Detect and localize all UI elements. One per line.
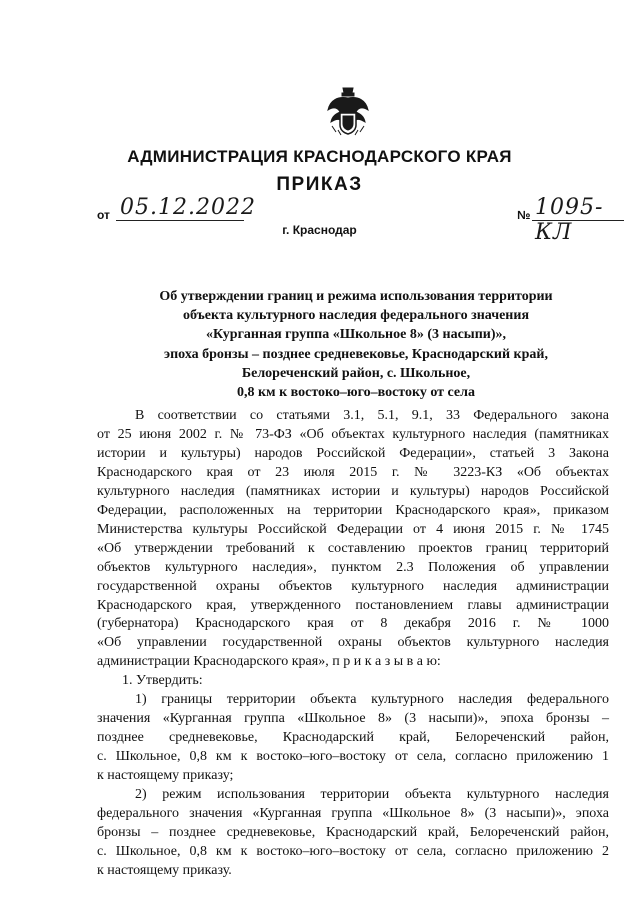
- title-line: Об утверждении границ и режима использования территории: [159, 289, 553, 304]
- body-line: с. Школьное, 0,8 км к востоко–юго–востоку от села, согласно приложению 1: [97, 749, 609, 765]
- body-line: Министерства культуры Российской Федерации от 4 июня 2015 г. № 1745: [97, 521, 609, 537]
- coat-of-arms-icon: [326, 86, 370, 138]
- title-line: «Курганная группа «Школьное 8» (3 насыпи)»,: [205, 327, 507, 343]
- body-line: к настоящему приказу.: [97, 862, 232, 878]
- body-line: объектов культурного наследия», пунктом 2.3 Положения об управлении: [97, 559, 609, 575]
- body-line: (губернатора) Краснодарского края от 8 декабря 2016 г. № 1000: [97, 616, 609, 632]
- body-line: Краснодарского края, утвержденного постановлением главы администрации: [97, 597, 609, 613]
- body-line: Краснодарского края от 23 июля 2015 г. № 3223-КЗ «Об объектах: [97, 464, 609, 480]
- number-underline: [532, 220, 624, 221]
- title-line: Белореченский район, с. Школьное,: [241, 365, 471, 381]
- body-line: с. Школьное, 0,8 км к востоко–юго–востоку от села, согласно приложению 2: [97, 843, 609, 859]
- date-underline: [116, 220, 244, 221]
- body-line: В соответствии со статьями 3.1, 5.1, 9.1, 33 Федерального закона: [135, 408, 609, 423]
- body-line: значения «Курганная группа «Школьное 8» (3 насыпи)», эпоха бронзы –: [97, 711, 609, 727]
- handwritten-date: 05.12.2022: [120, 195, 256, 220]
- body-line: «Об управлении государственной охраны объектов культурного наследия: [97, 635, 609, 651]
- body-line: 1) границы территории объекта культурного наследия федерального: [135, 692, 609, 708]
- body-line: государственной охраны объектов культурного наследия администрации: [97, 578, 609, 594]
- body-line: истории и культуры) народов Российской Федерации», статьей 3 Закона: [97, 445, 609, 461]
- document-type: ПРИКАЗ: [276, 174, 363, 195]
- body-line: администрации Краснодарского края», п р и к а з ы в а ю:: [97, 654, 441, 670]
- body-line: позднее средневековье, Краснодарский край, Белореченский район,: [97, 730, 609, 746]
- document-title: [96, 287, 616, 402]
- title-line: эпоха бронзы – позднее средневековье, Краснодарский край,: [164, 346, 548, 362]
- organization-name: АДМИНИСТРАЦИЯ КРАСНОДАРСКОГО КРАЯ: [127, 147, 512, 166]
- handwritten-number: 1095-КЛ: [535, 195, 604, 245]
- city: г. Краснодар: [282, 223, 357, 237]
- body-line: от 25 июня 2002 г. № 73-ФЗ «Об объектах культурного наследия (памятниках: [97, 426, 609, 442]
- body-line: федерального значения «Курганная группа «Школьное 8» (3 насыпи)», эпоха: [97, 806, 609, 822]
- title-line: объекта культурного наследия федерального значения: [182, 308, 530, 324]
- body-line: 2) режим использования территории объекта культурного наследия: [135, 787, 609, 803]
- body-line: Федерации, расположенных на территории Краснодарского края», приказом: [97, 502, 609, 518]
- body-line: 1. Утвердить:: [122, 673, 203, 689]
- document-body: [97, 407, 609, 881]
- body-line: к настоящему приказу;: [97, 768, 234, 784]
- number-label: №: [517, 208, 531, 222]
- title-line: 0,8 км к востоко–юго–востоку от села: [236, 385, 475, 401]
- body-line: «Об утверждении требований к составлению проектов границ территорий: [97, 540, 609, 556]
- date-label: от: [97, 208, 110, 222]
- body-line: бронзы – позднее средневековье, Краснодарский край, Белореченский район,: [97, 824, 609, 840]
- body-line: культурного наследия (памятниках истории и культуры) народов Российской: [97, 483, 609, 499]
